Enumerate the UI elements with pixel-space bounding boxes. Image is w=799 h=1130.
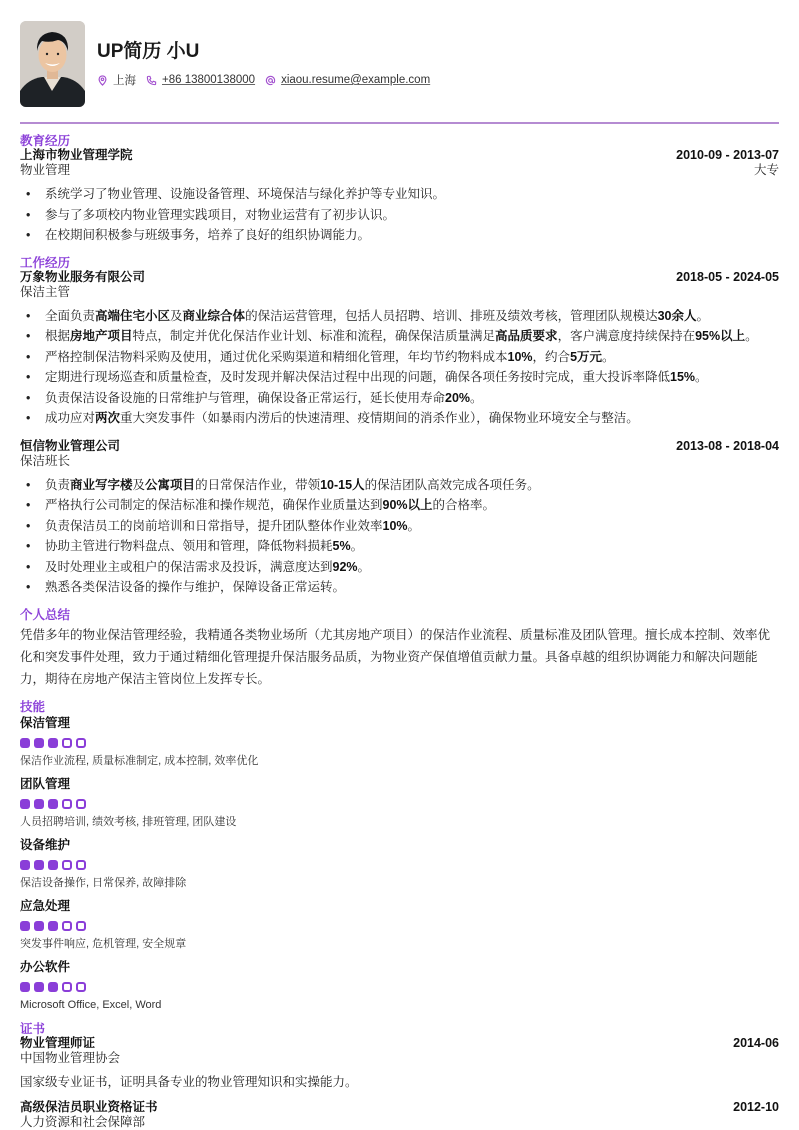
certificate-issuer: 人力资源和社会保障部 bbox=[20, 1114, 146, 1129]
skill-name: 设备维护 bbox=[20, 837, 71, 852]
education-dates: 2010-09 - 2013-07 bbox=[676, 148, 779, 162]
work-entry bbox=[20, 439, 779, 598]
filled-dot-icon bbox=[48, 921, 58, 931]
education-bullets bbox=[20, 184, 779, 246]
certificate-date: 2012-10 bbox=[733, 1099, 779, 1114]
list-item: • 根据房地产项目特点，制定并优化保洁作业计划、标准和流程，确保保洁质量满足高品质要求，客户满意度持续保持在95%以上。 bbox=[20, 326, 779, 347]
skill-description: 保洁作业流程, 质量标准制定, 成本控制, 效率优化 bbox=[20, 754, 259, 767]
list-item: • 及时处理业主或租户的保洁需求及投诉，满意度达到92%。 bbox=[20, 557, 779, 578]
filled-dot-icon bbox=[34, 738, 44, 748]
empty-dot-icon bbox=[76, 860, 86, 870]
section-title-skills: 技能 bbox=[20, 699, 46, 714]
list-item: • 成功应对两次重大突发事件（如暴雨内涝后的快速清理、疫情期间的消杀作业），确保物业环境安全与整洁。 bbox=[20, 408, 779, 429]
empty-dot-icon bbox=[76, 982, 86, 992]
filled-dot-icon bbox=[34, 982, 44, 992]
list-item: • 严格控制保洁物料采购及使用，通过优化采购渠道和精细化管理，年均节约物料成本10%，约合5万元。 bbox=[20, 347, 779, 368]
work-dates: 2013-08 - 2018-04 bbox=[676, 438, 779, 453]
work-bullets bbox=[20, 475, 779, 598]
skill-item bbox=[20, 838, 779, 890]
certificates-section bbox=[20, 1022, 779, 1130]
filled-dot-icon bbox=[20, 982, 30, 992]
summary-section bbox=[20, 608, 779, 690]
certificate-date: 2014-06 bbox=[733, 1035, 779, 1050]
skill-level-rating bbox=[20, 738, 779, 749]
major: 物业管理 bbox=[20, 163, 71, 177]
contact-list bbox=[97, 72, 440, 88]
contact-phone bbox=[146, 74, 255, 86]
skill-item bbox=[20, 716, 779, 768]
list-item: • 负责商业写字楼及公寓项目的日常保洁作业，带领10-15人的保洁团队高效完成各项任务。 bbox=[20, 475, 779, 496]
work-bullets bbox=[20, 306, 779, 429]
work-entry bbox=[20, 270, 779, 429]
list-item: • 严格执行公司制定的保洁标准和操作规范，确保作业质量达到90%以上的合格率。 bbox=[20, 495, 779, 516]
filled-dot-icon bbox=[34, 860, 44, 870]
section-title-summary: 个人总结 bbox=[20, 607, 71, 622]
skill-item bbox=[20, 899, 779, 951]
filled-dot-icon bbox=[20, 921, 30, 931]
skills-list bbox=[20, 716, 779, 1012]
filled-dot-icon bbox=[20, 738, 30, 748]
skill-description: 人员招聘培训, 绩效考核, 排班管理, 团队建设 bbox=[20, 815, 237, 828]
location-text: 上海 bbox=[113, 75, 136, 87]
empty-dot-icon bbox=[76, 799, 86, 809]
filled-dot-icon bbox=[48, 860, 58, 870]
filled-dot-icon bbox=[34, 799, 44, 809]
list-item: • 定期进行现场巡查和质量检查，及时发现并解决保洁过程中出现的问题，确保各项任务按时完成，重大投诉率降低15%。 bbox=[20, 367, 779, 388]
list-item: • 负责保洁设备设施的日常维护与管理，确保设备正常运行，延长使用寿命20%。 bbox=[20, 388, 779, 409]
filled-dot-icon bbox=[34, 921, 44, 931]
certificate-entry bbox=[20, 1036, 779, 1090]
certificate-description: 国家级专业证书，证明具备专业的物业管理知识和实操能力。 bbox=[20, 1074, 358, 1089]
education-entry bbox=[20, 148, 779, 246]
certificate-issuer: 中国物业管理协会 bbox=[20, 1050, 121, 1065]
skill-name: 办公软件 bbox=[20, 959, 71, 974]
degree: 大专 bbox=[753, 163, 779, 177]
certificate-name: 物业管理师证 bbox=[20, 1035, 96, 1050]
skill-level-rating bbox=[20, 982, 779, 993]
contact-location bbox=[97, 72, 136, 88]
map-pin-icon bbox=[97, 75, 108, 86]
resume-header bbox=[20, 0, 779, 108]
empty-dot-icon bbox=[62, 921, 72, 931]
filled-dot-icon bbox=[20, 799, 30, 809]
section-title-work: 工作经历 bbox=[20, 255, 71, 270]
list-item: • 在校期间积极参与班级事务，培养了良好的组织协调能力。 bbox=[20, 225, 779, 246]
skill-level-rating bbox=[20, 921, 779, 932]
list-item: • 负责保洁员工的岗前培训和日常指导，提升团队整体作业效率10%。 bbox=[20, 516, 779, 537]
skill-level-rating bbox=[20, 860, 779, 871]
list-item: • 全面负责高端住宅小区及商业综合体的保洁运营管理，包括人员招聘、培训、排班及绩效考核，管理团队规模达30余人。 bbox=[20, 306, 779, 327]
header-divider bbox=[20, 122, 779, 124]
contact-email bbox=[265, 74, 430, 86]
skill-name: 保洁管理 bbox=[20, 715, 71, 730]
at-sign-icon bbox=[265, 75, 276, 86]
skills-section bbox=[20, 700, 779, 1012]
work-dates: 2018-05 - 2024-05 bbox=[676, 269, 779, 284]
phone-link[interactable]: +86 13800138000 bbox=[162, 74, 256, 86]
empty-dot-icon bbox=[76, 738, 86, 748]
certificate-entry bbox=[20, 1100, 779, 1130]
summary-text: 凭借多年的物业保洁管理经验，我精通各类物业场所（尤其房地产项目）的保洁作业流程、质量标准及团队管理。擅长成本控制、效率优化和突发事件处理，致力于通过精细化管理提升保洁服务品质，为物业资产保值增值贡献力量。具备卓越的组织协调能力和解决问题能力，期待在房地产保洁主管岗位上发挥专长。 bbox=[20, 627, 771, 686]
filled-dot-icon bbox=[20, 860, 30, 870]
header-info bbox=[97, 40, 440, 88]
email-link[interactable]: xiaou.resume@example.com bbox=[281, 74, 431, 86]
filled-dot-icon bbox=[48, 738, 58, 748]
skill-name: 团队管理 bbox=[20, 776, 71, 791]
empty-dot-icon bbox=[62, 738, 72, 748]
list-item: • 协助主管进行物料盘点、领用和管理，降低物料损耗5%。 bbox=[20, 536, 779, 557]
filled-dot-icon bbox=[48, 799, 58, 809]
school-name: 上海市物业管理学院 bbox=[20, 148, 133, 162]
skill-description: Microsoft Office, Excel, Word bbox=[20, 998, 162, 1011]
empty-dot-icon bbox=[76, 921, 86, 931]
avatar bbox=[20, 21, 85, 107]
list-item: • 参与了多项校内物业管理实践项目，对物业运营有了初步认识。 bbox=[20, 205, 779, 226]
skill-item bbox=[20, 777, 779, 829]
list-item: • 熟悉各类保洁设备的操作与维护，保障设备正常运转。 bbox=[20, 577, 779, 598]
phone-icon bbox=[146, 75, 157, 86]
skill-level-rating bbox=[20, 799, 779, 810]
skill-description: 保洁设备操作, 日常保养, 故障排除 bbox=[20, 876, 187, 889]
work-section bbox=[20, 256, 779, 598]
skill-description: 突发事件响应, 危机管理, 安全规章 bbox=[20, 937, 187, 950]
skill-item bbox=[20, 960, 779, 1012]
company-name: 万象物业服务有限公司 bbox=[20, 269, 146, 284]
section-title-certificates: 证书 bbox=[20, 1021, 46, 1036]
job-role: 保洁班长 bbox=[20, 453, 71, 468]
filled-dot-icon bbox=[48, 982, 58, 992]
empty-dot-icon bbox=[62, 860, 72, 870]
candidate-name: UP简历 小U bbox=[97, 41, 200, 62]
company-name: 恒信物业管理公司 bbox=[20, 438, 121, 453]
empty-dot-icon bbox=[62, 982, 72, 992]
skill-name: 应急处理 bbox=[20, 898, 71, 913]
job-role: 保洁主管 bbox=[20, 284, 71, 299]
empty-dot-icon bbox=[62, 799, 72, 809]
section-title-education: 教育经历 bbox=[20, 134, 71, 148]
education-section bbox=[20, 134, 779, 246]
certificate-name: 高级保洁员职业资格证书 bbox=[20, 1099, 158, 1114]
list-item: • 系统学习了物业管理、设施设备管理、环境保洁与绿化养护等专业知识。 bbox=[20, 184, 779, 205]
